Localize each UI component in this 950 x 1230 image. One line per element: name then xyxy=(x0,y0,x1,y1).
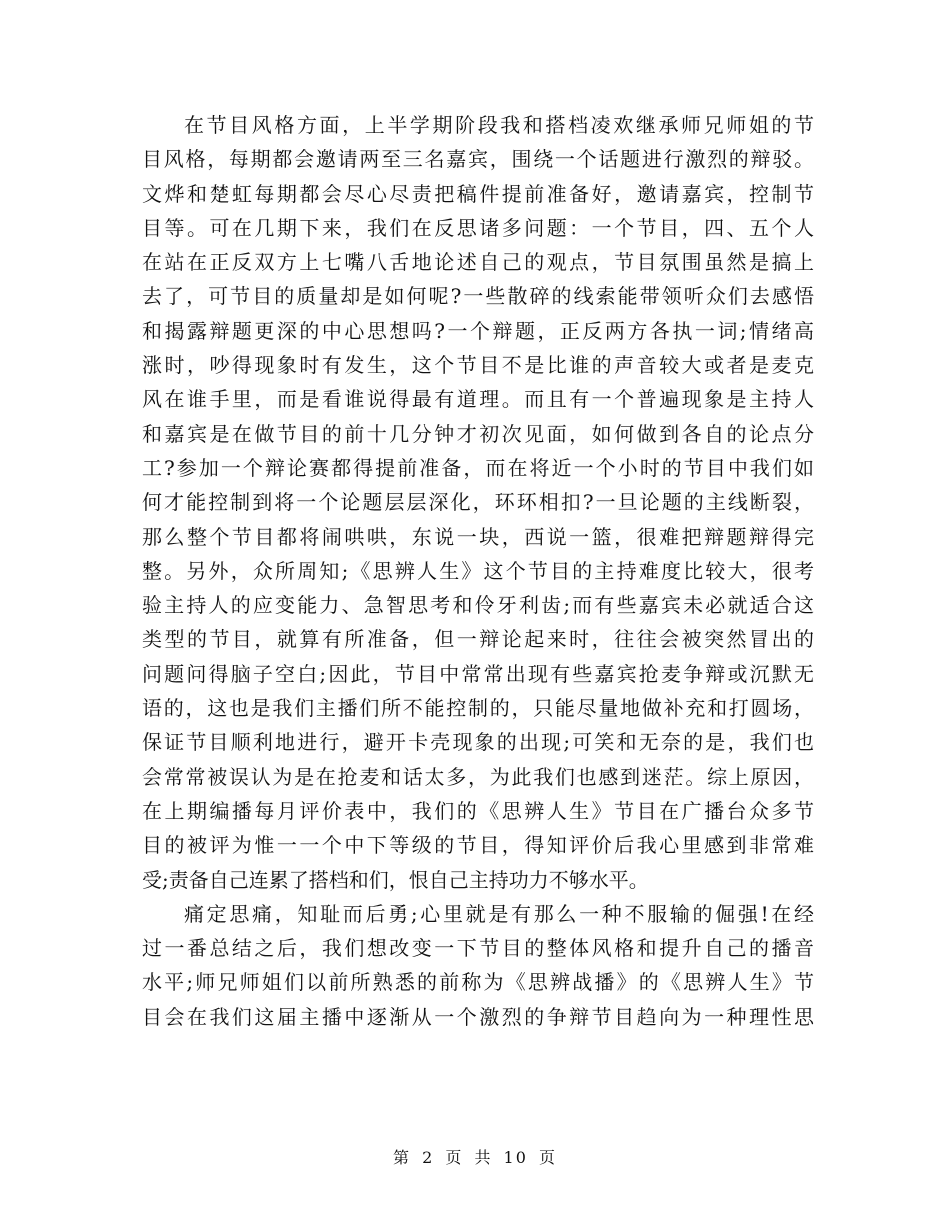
text-line: 语的，这也是我们主播们所不能控制的，只能尽量地做补充和打圆场， xyxy=(142,696,814,721)
text-line: 问题问得脑子空白;因此，节目中常常出现有些嘉宾抢麦争辩或沉默无 xyxy=(142,661,814,686)
text-line: 保证节目顺利地进行，避开卡壳现象的出现;可笑和无奈的是，我们也 xyxy=(142,730,814,755)
text-line: 类型的节目，就算有所准备，但一辩论起来时，往往会被突然冒出的 xyxy=(142,627,814,652)
text-line: 目的被评为惟一一个中下等级的节目，得知评价后我心里感到非常难 xyxy=(142,833,814,858)
text-line: 受;责备自己连累了搭档和们，恨自己主持功力不够水平。 xyxy=(142,867,649,892)
text-line: 和揭露辩题更深的中心思想吗?一个辩题，正反两方各执一词;情绪高 xyxy=(142,318,814,343)
text-line: 目会在我们这届主播中逐渐从一个激烈的争辩节目趋向为一种理性思 xyxy=(142,1004,814,1029)
text-line: 何才能控制到将一个论题层层深化，环环相扣?一旦论题的主线断裂， xyxy=(142,490,814,515)
text-line: 验主持人的应变能力、急智思考和伶牙利齿;而有些嘉宾未必就适合这 xyxy=(142,593,814,618)
text-line: 目等。可在几期下来，我们在反思诸多问题：一个节目，四、五个人 xyxy=(142,215,814,240)
text-line: 涨时，吵得现象时有发生，这个节目不是比谁的声音较大或者是麦克 xyxy=(142,353,814,378)
text-line: 文烨和楚虹每期都会尽心尽责把稿件提前准备好，邀请嘉宾，控制节 xyxy=(142,181,814,206)
text-line: 整。另外，众所周知;《思辨人生》这个节目的主持难度比较大，很考 xyxy=(142,558,814,583)
text-line: 过一番总结之后，我们想改变一下节目的整体风格和提升自己的播音 xyxy=(142,936,814,961)
text-line: 和嘉宾是在做节目的前十几分钟才初次见面，如何做到各自的论点分 xyxy=(142,421,814,446)
page-footer xyxy=(0,1147,950,1169)
text-line: 水平;师兄师姐们以前所熟悉的前称为《思辨战播》的《思辨人生》节 xyxy=(142,970,814,995)
text-line: 在站在正反双方上七嘴八舌地论述自己的观点，节目氛围虽然是搞上 xyxy=(142,250,814,275)
text-line: 风在谁手里，而是看谁说得最有道理。而且有一个普遍现象是主持人 xyxy=(142,387,814,412)
body-text xyxy=(142,108,814,1034)
text-line: 目风格，每期都会邀请两至三名嘉宾，围绕一个话题进行激烈的辩驳。 xyxy=(142,147,814,172)
text-line: 在上期编播每月评价表中，我们的《思辨人生》节目在广播台众多节 xyxy=(142,798,814,823)
text-line: 那么整个节目都将闹哄哄，东说一块，西说一篮，很难把辩题辩得完 xyxy=(142,524,814,549)
text-line: 痛定思痛，知耻而后勇;心里就是有那么一种不服输的倔强!在经 xyxy=(184,901,814,926)
text-line: 去了，可节目的质量却是如何呢?一些散碎的线索能带领听众们去感悟 xyxy=(142,284,814,309)
paragraph-2 xyxy=(142,897,814,1034)
text-line: 在节目风格方面，上半学期阶段我和搭档凌欢继承师兄师姐的节 xyxy=(184,113,814,137)
page-number-label: 第 2 页 共 10 页 xyxy=(393,1148,557,1167)
text-line: 工?参加一个辩论赛都得提前准备，而在将近一个小时的节目中我们如 xyxy=(142,455,814,480)
paragraph-1 xyxy=(142,108,814,897)
text-line: 会常常被误认为是在抢麦和话太多，为此我们也感到迷茫。综上原因， xyxy=(142,764,814,789)
